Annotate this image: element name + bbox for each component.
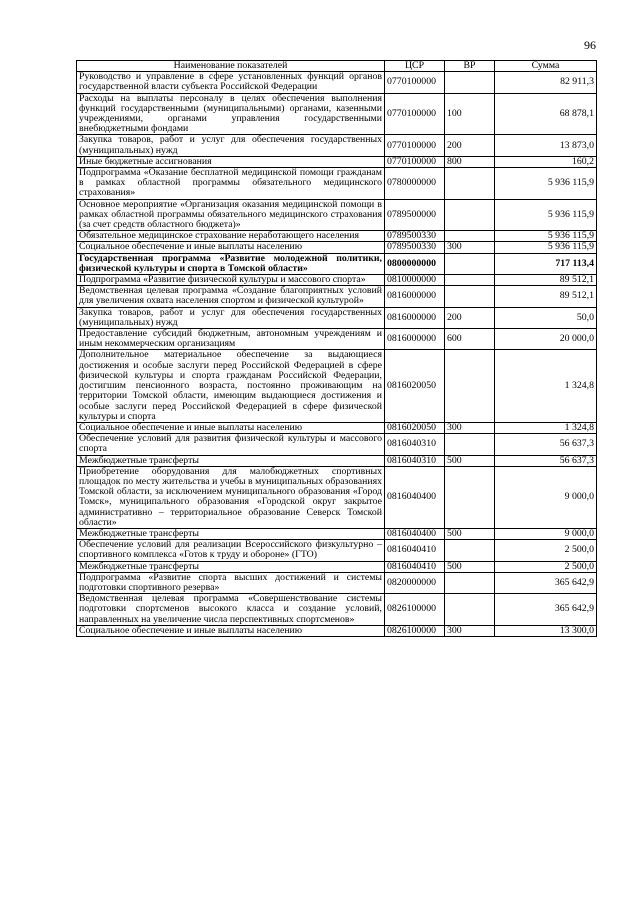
row-sum-cell: 5 936 115,9 xyxy=(495,168,597,200)
row-vr-cell xyxy=(445,275,495,286)
row-csr-cell: 0789500330 xyxy=(385,231,445,242)
row-csr-cell: 0826100000 xyxy=(385,625,445,636)
row-name-cell: Социальное обеспечение и иные выплаты населению xyxy=(77,422,385,433)
row-name-cell: Расходы на выплаты персоналу в целях обеспечения выполнения функций государственными (муниципальными) органами, казенными учреждениями, органами управления государственными внебюджетными фондами xyxy=(77,93,385,135)
table-row xyxy=(77,135,597,156)
row-name-cell: Межбюджетные трансферты xyxy=(77,528,385,539)
row-csr-cell: 0816020050 xyxy=(385,422,445,433)
page-number: 96 xyxy=(584,38,596,52)
row-sum-cell: 1 324,8 xyxy=(495,422,597,433)
row-sum-cell: 56 637,3 xyxy=(495,455,597,466)
table-row xyxy=(77,93,597,135)
table-row xyxy=(77,275,597,286)
row-csr-cell: 0816040410 xyxy=(385,561,445,572)
row-name-cell: Социальное обеспечение и иные выплаты населению xyxy=(77,625,385,636)
row-sum-cell: 68 878,1 xyxy=(495,93,597,135)
row-vr-cell xyxy=(445,168,495,200)
row-csr-cell: 0820000000 xyxy=(385,572,445,593)
table-row xyxy=(77,242,597,253)
row-name-cell: Руководство и управление в сфере установленных функций органов государственной власти субъекта Российской Федерации xyxy=(77,72,385,93)
row-sum-cell: 160,2 xyxy=(495,156,597,167)
table-row xyxy=(77,572,597,593)
table-row xyxy=(77,594,597,626)
row-sum-cell: 1 324,8 xyxy=(495,350,597,422)
row-vr-cell: 200 xyxy=(445,135,495,156)
row-name-cell: Основное мероприятие «Организация оказания медицинской помощи в рамках областной программы обязательного медицинского страхования (за счет средств областного бюджета)» xyxy=(77,199,385,231)
header-sum: Сумма xyxy=(495,61,597,72)
row-name-cell: Государственная программа «Развитие молодежной политики, физической культуры и спорта в Томской области» xyxy=(77,253,385,274)
row-name-cell: Подпрограмма «Развитие спорта высших достижений и системы подготовки спортивного резерва» xyxy=(77,572,385,593)
row-name-cell: Ведомственная целевая программа «Создание благоприятных условий для увеличения охвата населения спортом и физической культурой» xyxy=(77,286,385,307)
table-row xyxy=(77,286,597,307)
row-sum-cell: 20 000,0 xyxy=(495,329,597,350)
row-csr-cell: 0826100000 xyxy=(385,594,445,626)
row-vr-cell xyxy=(445,72,495,93)
row-csr-cell: 0816020050 xyxy=(385,350,445,422)
table-body xyxy=(77,72,597,637)
table-row xyxy=(77,625,597,636)
table-row xyxy=(77,422,597,433)
row-sum-cell: 89 512,1 xyxy=(495,286,597,307)
row-name-cell: Закупка товаров, работ и услуг для обеспечения государственных (муниципальных) нужд xyxy=(77,135,385,156)
row-name-cell: Социальное обеспечение и иные выплаты населению xyxy=(77,242,385,253)
table-row xyxy=(77,329,597,350)
table-row xyxy=(77,231,597,242)
row-csr-cell: 0780000000 xyxy=(385,168,445,200)
row-vr-cell xyxy=(445,434,495,455)
row-csr-cell: 0816040310 xyxy=(385,434,445,455)
row-vr-cell xyxy=(445,350,495,422)
row-vr-cell: 500 xyxy=(445,561,495,572)
row-name-cell: Обязательное медицинское страхование неработающего населения xyxy=(77,231,385,242)
row-name-cell: Подпрограмма «Оказание бесплатной медицинской помощи гражданам в рамках областной программы обязательного медицинского страхования» xyxy=(77,168,385,200)
table-row xyxy=(77,434,597,455)
row-vr-cell xyxy=(445,594,495,626)
row-name-cell: Предоставление субсидий бюджетным, автономным учреждениям и иным некоммерческим организациям xyxy=(77,329,385,350)
budget-table xyxy=(76,60,597,637)
row-sum-cell: 13 300,0 xyxy=(495,625,597,636)
row-vr-cell: 600 xyxy=(445,329,495,350)
row-csr-cell: 0816040310 xyxy=(385,455,445,466)
table-row xyxy=(77,561,597,572)
row-vr-cell: 500 xyxy=(445,528,495,539)
row-sum-cell: 365 642,9 xyxy=(495,572,597,593)
row-vr-cell xyxy=(445,286,495,307)
row-vr-cell xyxy=(445,540,495,561)
row-name-cell: Ведомственная целевая программа «Совершенствование системы подготовки спортсменов высокого класса и создание условий, направленных на увеличение числа перспективных спортсменов» xyxy=(77,594,385,626)
row-csr-cell: 0816040400 xyxy=(385,528,445,539)
row-csr-cell: 0816000000 xyxy=(385,329,445,350)
row-sum-cell: 9 000,0 xyxy=(495,466,597,528)
row-vr-cell: 800 xyxy=(445,156,495,167)
row-csr-cell: 0800000000 xyxy=(385,253,445,274)
row-sum-cell: 5 936 115,9 xyxy=(495,199,597,231)
table-row xyxy=(77,540,597,561)
row-sum-cell: 5 936 115,9 xyxy=(495,242,597,253)
row-name-cell: Межбюджетные трансферты xyxy=(77,561,385,572)
table-row xyxy=(77,199,597,231)
row-vr-cell: 300 xyxy=(445,422,495,433)
row-csr-cell: 0816000000 xyxy=(385,307,445,328)
table-row xyxy=(77,455,597,466)
row-name-cell: Обеспечение условий для развития физической культуры и массового спорта xyxy=(77,434,385,455)
row-csr-cell: 0816000000 xyxy=(385,286,445,307)
row-sum-cell: 56 637,3 xyxy=(495,434,597,455)
row-vr-cell xyxy=(445,231,495,242)
row-sum-cell: 9 000,0 xyxy=(495,528,597,539)
header-csr: ЦСР xyxy=(385,61,445,72)
row-name-cell: Приобретение оборудования для малобюджетных спортивных площадок по месту жительства и учебы в муниципальных образованиях Томской области, за исключением муниципального образования «Город Томск», муниципального образования «Городской округ закрытое административно – территориальное образование Северск Томской области» xyxy=(77,466,385,528)
row-vr-cell xyxy=(445,466,495,528)
row-vr-cell xyxy=(445,253,495,274)
table-row xyxy=(77,72,597,93)
row-name-cell: Межбюджетные трансферты xyxy=(77,455,385,466)
row-csr-cell: 0770100000 xyxy=(385,135,445,156)
row-sum-cell: 13 873,0 xyxy=(495,135,597,156)
row-vr-cell: 200 xyxy=(445,307,495,328)
row-csr-cell: 0816040410 xyxy=(385,540,445,561)
row-csr-cell: 0789500000 xyxy=(385,199,445,231)
row-name-cell: Дополнительное материальное обеспечение за выдающиеся достижения и особые заслуги перед Российской Федерацией в сфере физической культуры и спорта гражданам Российской Федерации, достигшим пенсионного возраста, постоянно проживающим на территории Томской области, имеющим выдающиеся достижения и особые заслуги перед Российской Федерацией в сфере физической культуры и спорта xyxy=(77,350,385,422)
row-csr-cell: 0816040400 xyxy=(385,466,445,528)
row-sum-cell: 2 500,0 xyxy=(495,540,597,561)
row-sum-cell: 365 642,9 xyxy=(495,594,597,626)
table-row xyxy=(77,253,597,274)
table-row xyxy=(77,466,597,528)
row-sum-cell: 717 113,4 xyxy=(495,253,597,274)
row-csr-cell: 0810000000 xyxy=(385,275,445,286)
row-name-cell: Закупка товаров, работ и услуг для обеспечения государственных (муниципальных) нужд xyxy=(77,307,385,328)
table-row xyxy=(77,307,597,328)
row-sum-cell: 50,0 xyxy=(495,307,597,328)
row-csr-cell: 0770100000 xyxy=(385,93,445,135)
row-vr-cell: 500 xyxy=(445,455,495,466)
row-vr-cell: 100 xyxy=(445,93,495,135)
row-sum-cell: 82 911,3 xyxy=(495,72,597,93)
row-vr-cell: 300 xyxy=(445,625,495,636)
row-csr-cell: 0770100000 xyxy=(385,72,445,93)
row-csr-cell: 0770100000 xyxy=(385,156,445,167)
row-vr-cell xyxy=(445,572,495,593)
row-sum-cell: 89 512,1 xyxy=(495,275,597,286)
row-name-cell: Иные бюджетные ассигнования xyxy=(77,156,385,167)
row-vr-cell xyxy=(445,199,495,231)
table-row xyxy=(77,156,597,167)
table-row xyxy=(77,528,597,539)
row-sum-cell: 5 936 115,9 xyxy=(495,231,597,242)
table-row xyxy=(77,168,597,200)
row-name-cell: Подпрограмма «Развитие физической культуры и массового спорта» xyxy=(77,275,385,286)
row-csr-cell: 0789500330 xyxy=(385,242,445,253)
header-name: Наименование показателей xyxy=(77,61,385,72)
table-header-row xyxy=(77,61,597,72)
header-vr: ВР xyxy=(445,61,495,72)
row-name-cell: Обеспечение условий для реализации Всероссийского физкультурно – спортивного комплекса «Готов к труду и обороне» (ГТО) xyxy=(77,540,385,561)
row-sum-cell: 2 500,0 xyxy=(495,561,597,572)
table-row xyxy=(77,350,597,422)
row-vr-cell: 300 xyxy=(445,242,495,253)
